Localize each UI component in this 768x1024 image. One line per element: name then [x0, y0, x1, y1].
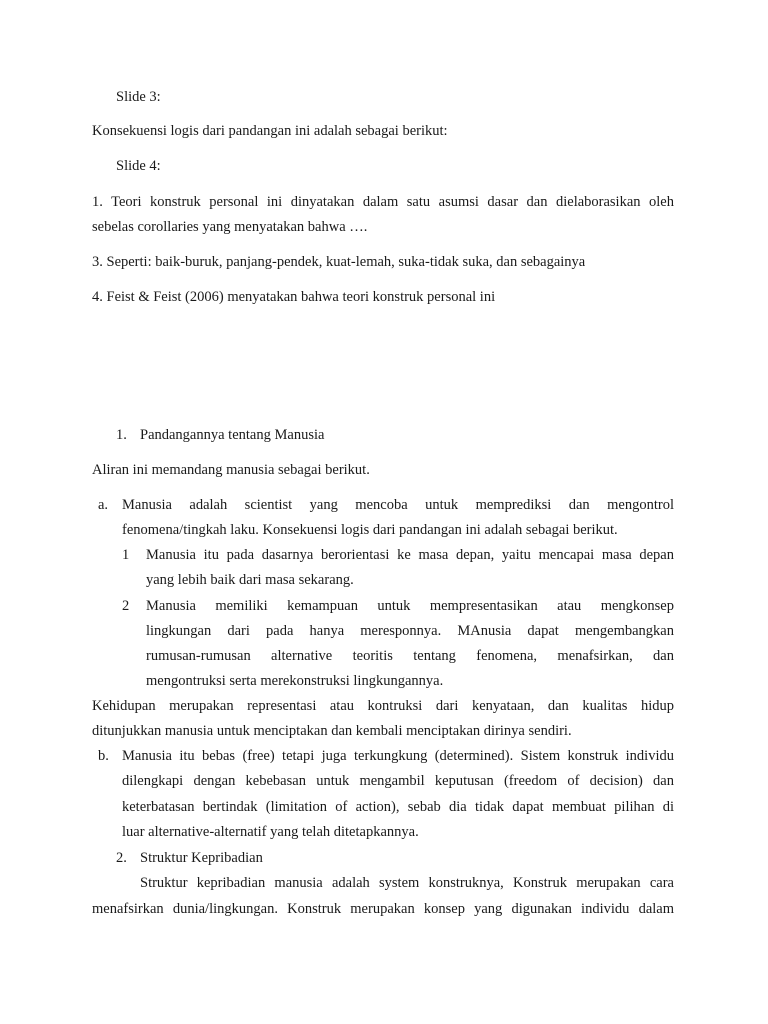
sublist-2-line-3: rumusan-rumusan alternative teoritis tentang fenomena, menafsirkan, dan [146, 648, 674, 664]
heading-1-title: Pandangannya tentang Manusia [140, 427, 325, 443]
sublist-1-line-2: yang lebih baik dari masa sekarang. [146, 572, 354, 588]
list-b-line-2: dilengkapi dengan kebebasan untuk mengambil keputusan (freedom of decision) dan [122, 773, 674, 789]
struktur-line-2: menafsirkan dunia/lingkungan. Konstruk merupakan konsep yang digunakan individu dalam [92, 901, 674, 917]
konsekuensi-paragraph: Konsekuensi logis dari pandangan ini adalah sebagai berikut: [92, 123, 448, 139]
sublist-2-line-2: lingkungan dari pada hanya meresponnya. MAnusia dapat mengembangkan [146, 623, 674, 639]
sublist-2-line-1: Manusia memiliki kemampuan untuk mempresentasikan atau mengkonsep [146, 598, 674, 614]
list-b-line-1: Manusia itu bebas (free) tetapi juga terkungkung (determined). Sistem konstruk individu [122, 748, 674, 764]
kehidupan-line-2: ditunjukkan manusia untuk menciptakan dan kembali menciptakan dirinya sendiri. [92, 723, 572, 739]
slide-4-label: Slide 4: [116, 158, 161, 174]
list-a-line-2: fenomena/tingkah laku. Konsekuensi logis dari pandangan ini adalah sebagai berikut. [122, 522, 618, 538]
list-b-line-4: luar alternative-alternatif yang telah ditetapkannya. [122, 824, 419, 840]
list-a-label: a. [98, 497, 109, 513]
sublist-1-number: 1 [122, 547, 130, 563]
heading-2-title: Struktur Kepribadian [140, 850, 263, 866]
list-b-line-3: keterbatasan bertindak (limitation of action), sebab dia tidak dapat membuat pilihan di [122, 799, 674, 815]
sublist-2-number: 2 [122, 598, 130, 614]
item-1-line-2: sebelas corollaries yang menyatakan bahwa …. [92, 219, 368, 235]
heading-1-number: 1. [116, 427, 127, 443]
list-a-line-1: Manusia adalah scientist yang mencoba untuk memprediksi dan mengontrol [122, 497, 674, 513]
slide-3-label: Slide 3: [116, 89, 161, 105]
list-b-label: b. [98, 748, 109, 764]
item-4-text: 4. Feist & Feist (2006) menyatakan bahwa teori konstruk personal ini [92, 289, 496, 305]
item-3-text: 3. Seperti: baik-buruk, panjang-pendek, kuat-lemah, suka-tidak suka, dan sebagainya [92, 254, 586, 270]
struktur-line-1: Struktur kepribadian manusia adalah system konstruknya, Konstruk merupakan cara [140, 875, 674, 891]
sublist-2-line-4: mengontruksi serta merekonstruksi lingkungannya. [146, 673, 444, 689]
aliran-paragraph: Aliran ini memandang manusia sebagai berikut. [92, 462, 370, 478]
sublist-1-line-1: Manusia itu pada dasarnya berorientasi ke masa depan, yaitu mencapai masa depan [146, 547, 674, 563]
item-1-line-1: 1. Teori konstruk personal ini dinyatakan dalam satu asumsi dasar dan dielaborasikan oleh [92, 194, 674, 210]
heading-2-number: 2. [116, 850, 127, 866]
kehidupan-line-1: Kehidupan merupakan representasi atau kontruksi dari kenyataan, dan kualitas hidup [92, 698, 674, 714]
